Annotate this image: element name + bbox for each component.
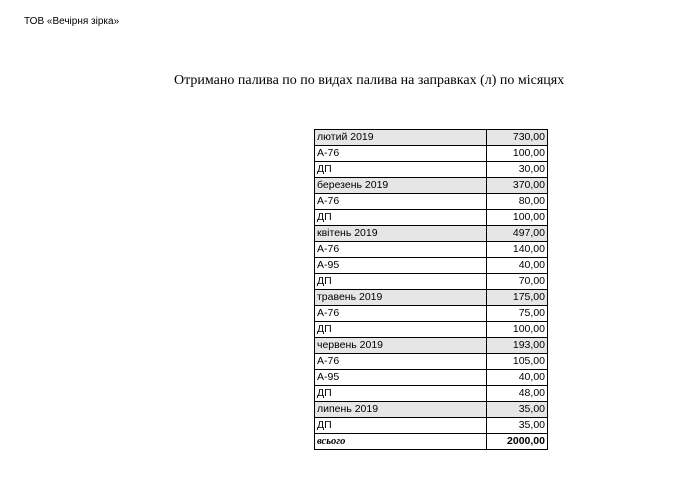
fuel-volume-value: 40,00 (487, 370, 548, 386)
fuel-type-label: А-76 (315, 194, 487, 210)
month-row (315, 178, 548, 194)
fuel-volume-value: 40,00 (487, 258, 548, 274)
fuel-volume-value: 75,00 (487, 306, 548, 322)
month-total-value: 35,00 (487, 402, 548, 418)
fuel-type-label: А-76 (315, 306, 487, 322)
month-label: травень 2019 (315, 290, 487, 306)
month-total-value: 370,00 (487, 178, 548, 194)
fuel-row (315, 162, 548, 178)
month-total-value: 175,00 (487, 290, 548, 306)
fuel-volume-value: 100,00 (487, 322, 548, 338)
fuel-volume-value: 100,00 (487, 210, 548, 226)
fuel-report-body (315, 130, 548, 450)
fuel-row (315, 194, 548, 210)
fuel-row (315, 242, 548, 258)
fuel-type-label: А-95 (315, 258, 487, 274)
fuel-volume-value: 100,00 (487, 146, 548, 162)
fuel-row (315, 386, 548, 402)
fuel-type-label: А-95 (315, 370, 487, 386)
fuel-volume-value: 35,00 (487, 418, 548, 434)
fuel-volume-value: 105,00 (487, 354, 548, 370)
month-label: лютий 2019 (315, 130, 487, 146)
month-row (315, 130, 548, 146)
company-name: ТОВ «Вечірня зірка» (24, 16, 120, 27)
month-row (315, 402, 548, 418)
month-row (315, 290, 548, 306)
report-title: Отримано палива по по видах палива на заправках (л) по місяцях (174, 73, 565, 88)
fuel-type-label: А-76 (315, 242, 487, 258)
fuel-type-label: А-76 (315, 146, 487, 162)
fuel-volume-value: 80,00 (487, 194, 548, 210)
fuel-row (315, 370, 548, 386)
fuel-type-label: ДП (315, 162, 487, 178)
fuel-row (315, 146, 548, 162)
fuel-type-label: А-76 (315, 354, 487, 370)
fuel-row (315, 258, 548, 274)
month-total-value: 497,00 (487, 226, 548, 242)
grand-total-row (315, 434, 548, 450)
month-row (315, 338, 548, 354)
fuel-row (315, 306, 548, 322)
fuel-row (315, 210, 548, 226)
fuel-type-label: ДП (315, 274, 487, 290)
fuel-type-label: ДП (315, 386, 487, 402)
fuel-type-label: ДП (315, 322, 487, 338)
fuel-row (315, 418, 548, 434)
month-total-value: 730,00 (487, 130, 548, 146)
month-row (315, 226, 548, 242)
month-label: липень 2019 (315, 402, 487, 418)
fuel-type-label: ДП (315, 418, 487, 434)
fuel-volume-value: 70,00 (487, 274, 548, 290)
grand-total-label: всього (315, 434, 487, 450)
month-label: березень 2019 (315, 178, 487, 194)
fuel-row (315, 274, 548, 290)
month-total-value: 193,00 (487, 338, 548, 354)
month-label: червень 2019 (315, 338, 487, 354)
fuel-type-label: ДП (315, 210, 487, 226)
fuel-report-table (314, 129, 548, 450)
fuel-volume-value: 30,00 (487, 162, 548, 178)
grand-total-value: 2000,00 (487, 434, 548, 450)
fuel-volume-value: 48,00 (487, 386, 548, 402)
month-label: квітень 2019 (315, 226, 487, 242)
fuel-row (315, 322, 548, 338)
fuel-row (315, 354, 548, 370)
fuel-volume-value: 140,00 (487, 242, 548, 258)
